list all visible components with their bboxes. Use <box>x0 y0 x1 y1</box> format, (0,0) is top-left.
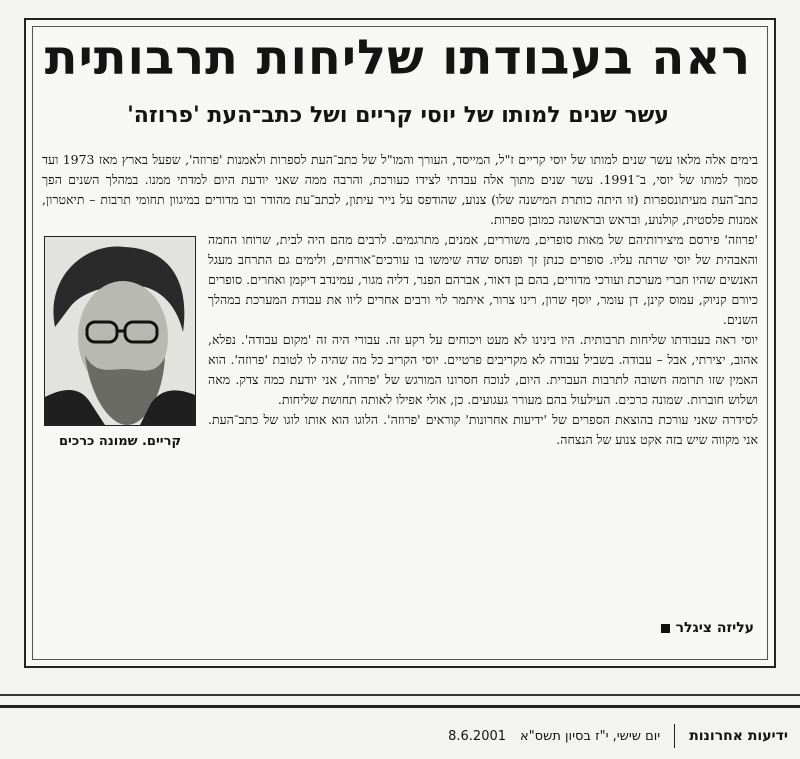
paragraph-4: לסידרה שאני עורכת בהוצאת הספרים של 'ידיעות אחרונות' קוראים 'פרוזה'. הלוגו הוא אותו לוגו של כתב־העת. אני מקווה שיש בזה אקט צנוע של הנצחה. <box>208 412 758 447</box>
portrait-photo <box>44 236 196 426</box>
paragraph-1: בימים אלה מלאו עשר שנים למותו של יוסי קריים ז"ל, המייסד, העורך והמו"ל של כתב־העת לספרות ולאמנות 'פרוזה', שפעל בארץ מאז 1973 ועד סמוך למותו של יוסי, ב־1991. עשר שנים מתוך אלה עבדתי לצידו כעורכת, והרבה ממה שאני יודעת היום למדתי ממנו. במהלך השנים הפך כתב־העת מעיתונספרות (זו היתה כותרת המישנה שלו) צנוע, שהודפס על נייר עיתון, לכתב־עת מהודר ובו מדורים במיגוון תחומי תרבות – תיאטרון, אמנות פלסטית, קולנוע, ובראש ובראשונה כמובן ספרות. <box>42 152 759 227</box>
portrait-illustration <box>45 237 195 425</box>
footer-rule-thick <box>0 705 800 708</box>
footer-divider <box>674 724 675 748</box>
footer-rule-thin <box>0 694 800 696</box>
article-body <box>42 150 758 480</box>
newspaper-name: ידיעות אחרונות <box>689 728 788 744</box>
author-byline <box>661 620 754 636</box>
page-footer <box>448 724 788 748</box>
byline-name: עליזה ציגלר <box>675 620 754 636</box>
paragraph-2: 'פרוזה' פירסם מיצירותיהם של מאות סופרים, משוררים, אמנים, מתרגמים. לרבים מהם היה לבית, שרוחו החמה והאבהית של יוסי שרתה עליו. סופרים כנתן זך ופנחס שדה שימשו בו עורכים־אורחים, ולימים גם התרחב מעגל האנשים שהיו חברי מערכת ועורכי מדורים, בהם בן דאור, אברהם הפנר, דליה מגור, עמינדב דיקמן ואחרים. סופרים כיורם קניוק, עמוס קינן, דן עומר, יוסף שרון, רינו צרור, איתמר לוי ורבים אחרים ליוו את עבודת המערכת במהלך השנים. <box>208 232 758 327</box>
date-hebrew: יום שישי, י"ז בסיון תשס"א <box>520 728 661 744</box>
photo-block <box>42 236 198 476</box>
date-gregorian: 8.6.2001 <box>448 728 507 744</box>
photo-caption: קריים. שמונה כרכים <box>58 434 182 449</box>
headline: ראה בעבודתו שליחות תרבותית <box>44 30 752 86</box>
newspaper-clipping <box>24 18 776 668</box>
paragraph-3: יוסי ראה בעבודתו שליחות תרבותית. היו בינינו לא מעט ויכוחים על רקע זה. עבורי היה זה 'מקום עבודה'. נפלא, אהוב, יצירתי, אבל – עבודה. בשביל עבודה לא מקריבים פרטיים. יוסי הקריב כל מה שהיה לו לטובת 'פרוזה'. הוא האמין שזו תרומה חשובה לתרבות העברית. היום, לנוכח חסרונו המורגש של 'פרוזה', אני יודעת כמה צדק. מאה ושלוש חוברות. שמונה כרכים. העילעול בהם מעורר געגועים. כן, אולי אפילו לאותה תחושת שליחות. <box>208 332 758 407</box>
subtitle: עשר שנים למותו של יוסי קריים ושל כתב־העת 'פרוזה' <box>127 103 669 128</box>
byline-square-icon <box>661 624 670 633</box>
